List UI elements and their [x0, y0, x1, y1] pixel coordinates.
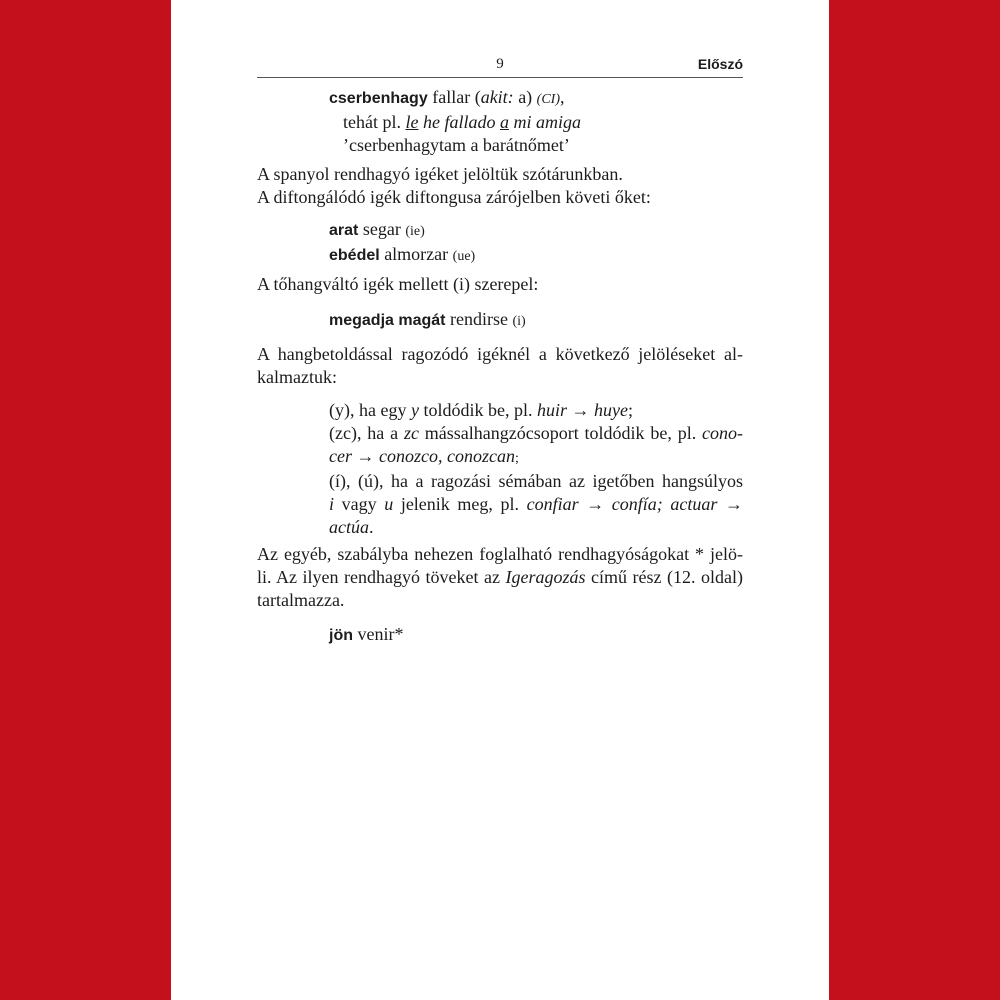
diphthong-examples — [329, 218, 743, 268]
page-number: 9 — [496, 56, 504, 72]
example-line: arat segar (ie) — [329, 219, 425, 239]
running-header — [257, 56, 743, 78]
stem-change-example: megadja magát rendirse (i) — [329, 309, 526, 329]
paragraph-other-irregular: Az egyéb, szabályba nehezen foglalható rendhagyóságokat * jelö- li. Az ilyen rendhagyó töveket az Igeragozás című rész (12. oldal) tartalmazza. — [257, 544, 743, 610]
entry-gloss: ’cserbenhagytam a barátnőmet’ — [343, 135, 570, 155]
entry-example: tehát pl. le he fallado a mi amiga — [343, 112, 581, 132]
paragraph-stem-change: A tőhangváltó igék mellett (i) szerepel: — [257, 274, 539, 294]
example-entry-cserbenhagy: cserbenhagy fallar (akit: a) (CI), tehát pl. le he fallado a mi amiga ’cserbenhagytam a barátnőmet’ — [329, 86, 743, 157]
rule-y: (y), ha egy y toldódik be, pl. huir → huye; — [329, 400, 633, 420]
rule-zc: (zc), ha a zc mássalhangzócsoport toldódik be, pl. cono- — [329, 423, 744, 443]
paragraph-irregular-verbs: A spanyol rendhagyó igéket jelöltük szótárunkban. A diftongálódó igék diftongusa zárójelben követi őket: — [257, 164, 651, 207]
section-title: Előszó — [697, 56, 743, 72]
irregular-example: jön venir* — [329, 624, 404, 644]
entry-headword: cserbenhagy — [329, 90, 428, 107]
insertion-rules: (y), ha egy y toldódik be, pl. huir → huye; (zc), ha a zc mássalhangzócsoport toldódik be, pl. cono- cer → conozco, conozcan; (í), (ú), ha a ragozási sémában az igetőben hangsúlyos i vagy u jelenik meg, pl. confiar → confía; actuar → actúa. — [329, 400, 744, 537]
example-line: ebédel almorzar (ue) — [329, 244, 476, 264]
book-page — [171, 0, 829, 1000]
rule-accent: (í), (ú), ha a ragozási sémában az igetőben hangsúlyos — [329, 471, 743, 491]
paragraph-insertion: A hangbetoldással ragozódó igéknél a következő jelöléseket al- kalmaztuk: — [257, 344, 743, 387]
